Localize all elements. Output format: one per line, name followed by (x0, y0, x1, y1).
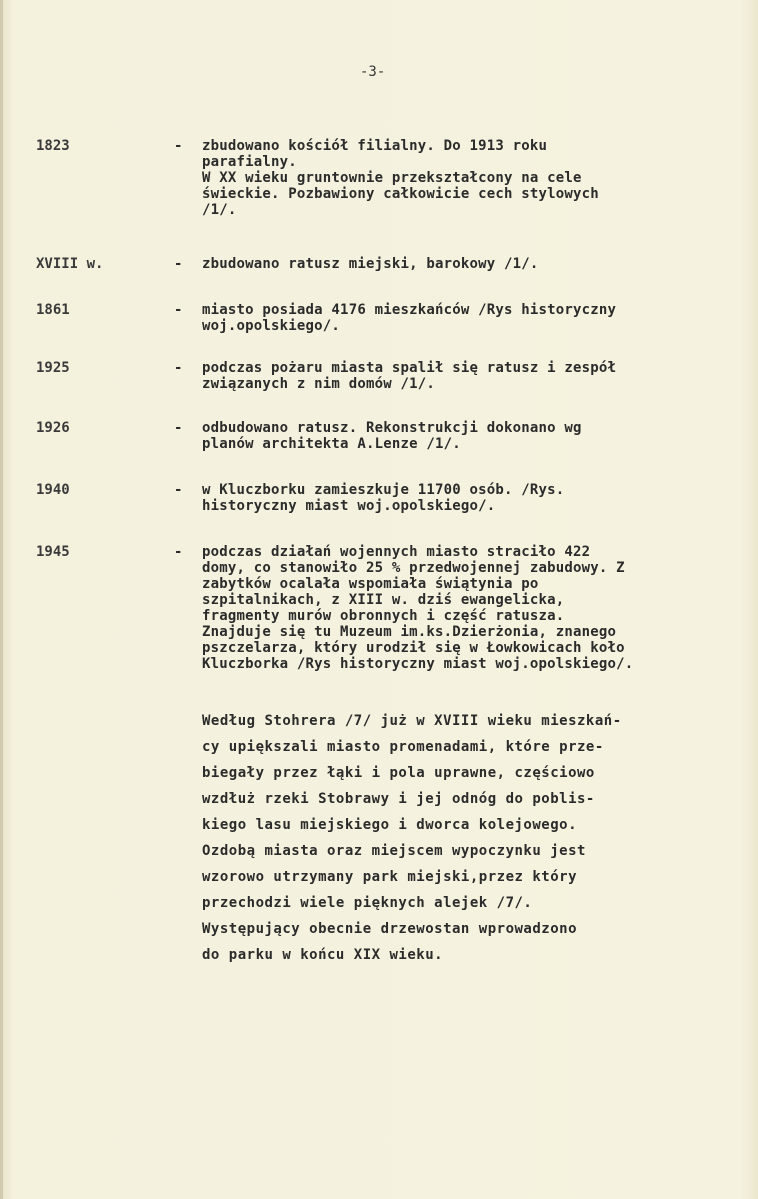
entry-year: 1926 (36, 420, 70, 436)
entry-dash: - (174, 420, 183, 436)
entry-year: 1945 (36, 544, 70, 560)
paragraph-line: Występujący obecnie drzewostan wprowadzono (202, 921, 578, 937)
entry-text: odbudowano ratusz. Rekonstrukcji dokonano wg planów architekta A.Lenze /1/. (202, 420, 582, 452)
entry-text: podczas działań wojennych miasto straciło 422 domy, co stanowiło 25 % przedwojennej zabudowy. Z zabytków ocalała wspomiała świątynia po szpitalnikach, z XIII w. dziś ewangelicka, fragmenty murów obronnych i część ratusza. Znajduje się tu Muzeum im.ks.Dzierżonia, znanego pszczelarza, który urodził się w Łowkowicach koło Kluczborka /Rys historyczny miast woj.opolskiego/. (202, 544, 634, 672)
paragraph-line: Według Stohrera /7/ już w XVIII wieku mieszkań- (202, 713, 622, 729)
entry-text: zbudowano ratusz miejski, barokowy /1/. (202, 256, 539, 272)
entry-year: 1940 (36, 482, 70, 498)
paragraph-line: cy upiększali miasto promenadami, które prze- (202, 739, 604, 755)
body-paragraph (202, 708, 722, 968)
entry-dash: - (174, 544, 183, 560)
entry-year: 1823 (36, 138, 70, 154)
entry-text: podczas pożaru miasta spalił się ratusz i zespół związanych z nim domów /1/. (202, 360, 617, 392)
page-edge (0, 0, 3, 1199)
paragraph-line: kiego lasu miejskiego i dworca kolejowego. (202, 817, 578, 833)
entry-dash: - (174, 256, 183, 272)
entry-year: XVIII w. (36, 256, 104, 272)
entry-dash: - (174, 138, 183, 154)
entry-text: miasto posiada 4176 mieszkańców /Rys historyczny woj.opolskiego/. (202, 302, 617, 334)
entry-dash: - (174, 482, 183, 498)
paragraph-line: biegały przez łąki i pola uprawne, częściowo (202, 765, 595, 781)
entry-dash: - (174, 302, 183, 318)
page-number: -3- (360, 64, 386, 80)
paragraph-line: Ozdobą miasta oraz miejscem wypoczynku jest (202, 843, 586, 859)
entry-year: 1861 (36, 302, 70, 318)
paragraph-line: wzdłuż rzeki Stobrawy i jej odnóg do poblis- (202, 791, 595, 807)
entry-dash: - (174, 360, 183, 376)
entry-year: 1925 (36, 360, 70, 376)
paragraph-line: do parku w końcu XIX wieku. (202, 947, 444, 963)
entry-text: w Kluczborku zamieszkuje 11700 osób. /Rys. historyczny miast woj.opolskiego/. (202, 482, 565, 514)
paragraph-line: przechodzi wiele pięknych alejek /7/. (202, 895, 533, 911)
paragraph-line: wzorowo utrzymany park miejski,przez który (202, 869, 578, 885)
entry-text: zbudowano kościół filialny. Do 1913 roku parafialny. W XX wieku gruntownie przekształcony na cele świeckie. Pozbawiony całkowicie cech stylowych /1/. (202, 138, 599, 218)
